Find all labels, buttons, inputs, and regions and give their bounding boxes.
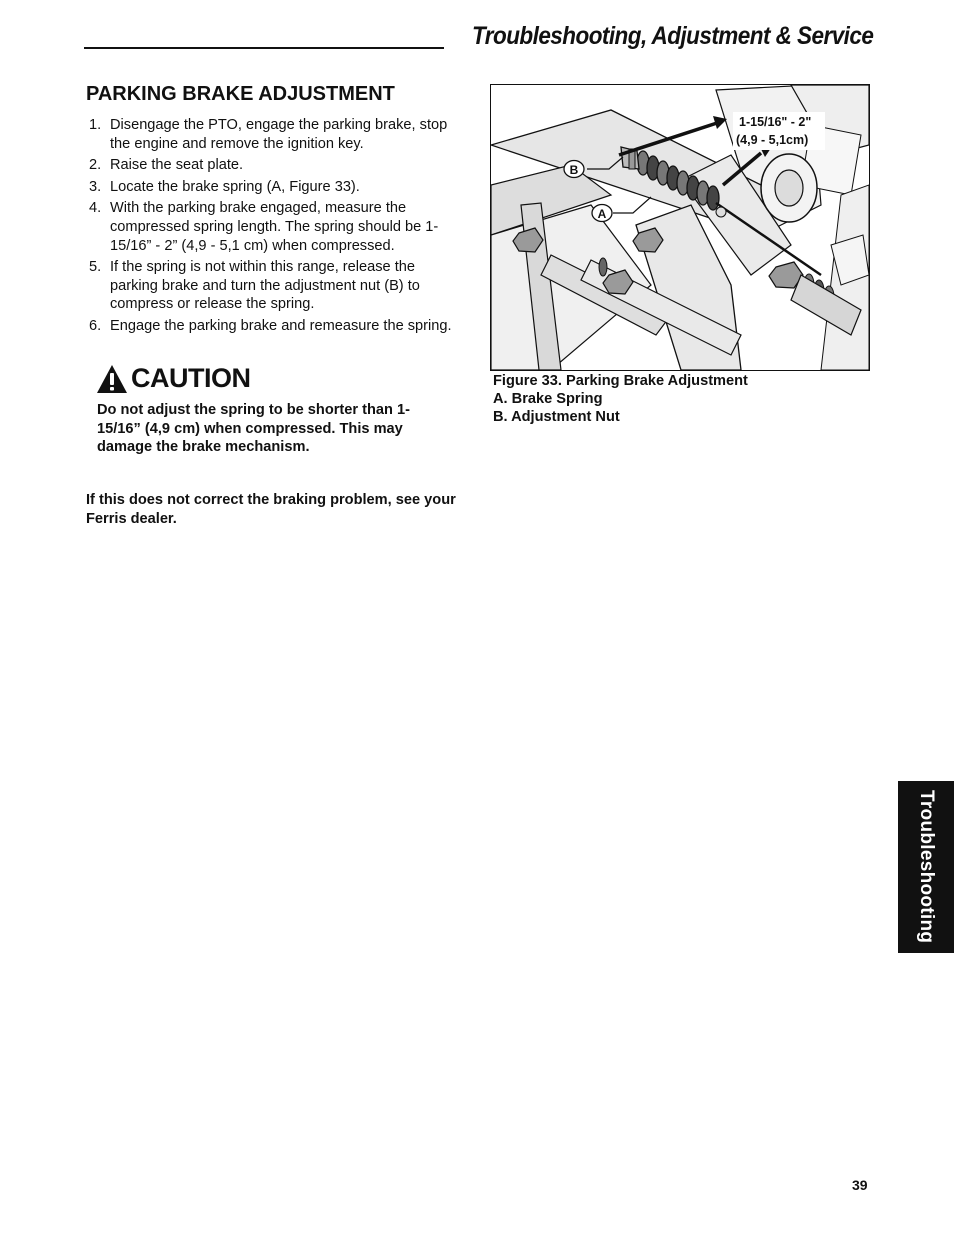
section-title: PARKING BRAKE ADJUSTMENT bbox=[86, 83, 395, 105]
step-text: Disengage the PTO, engage the parking brake, stop the engine and remove the ignition key. bbox=[110, 117, 448, 152]
steps-list bbox=[86, 116, 456, 339]
step-text: Locate the brake spring (A, Figure 33). bbox=[110, 178, 360, 195]
step-number: 6. bbox=[89, 317, 102, 334]
figure-33-illustration bbox=[490, 84, 870, 371]
step-text: If the spring is not within this range, release the parking brake and turn the adjustment nut (B) to compress or release the spring. bbox=[110, 259, 420, 313]
list-item bbox=[86, 178, 456, 197]
step-number: 4. bbox=[89, 200, 102, 217]
step-text: Engage the parking brake and remeasure the spring. bbox=[110, 317, 452, 334]
callout-label-a: A bbox=[597, 207, 607, 221]
caution-text: Do not adjust the spring to be shorter than 1-15/16” (4,9 cm) when compressed. This may damage the brake mechanism. bbox=[97, 402, 410, 456]
list-item bbox=[86, 199, 456, 255]
section-side-tab bbox=[898, 781, 954, 953]
brake-mechanism-drawing bbox=[491, 85, 869, 370]
header-rule bbox=[84, 47, 444, 49]
step-number: 3. bbox=[89, 178, 102, 195]
figure-legend-a: A. Brake Spring bbox=[493, 391, 603, 408]
list-item bbox=[86, 116, 456, 153]
step-text: With the parking brake engaged, measure the compressed spring length. The spring should be 1-15/16” - 2” (4,9 - 5,1 cm) when compressed. bbox=[110, 200, 439, 254]
page-number: 39 bbox=[852, 1177, 868, 1193]
dimension-label-imperial: 1-15/16" - 2" bbox=[739, 115, 812, 129]
side-tab-label: Troubleshooting bbox=[916, 790, 937, 944]
list-item bbox=[86, 258, 456, 314]
step-number: 1. bbox=[89, 117, 102, 133]
figure-title: Figure 33. Parking Brake Adjustment bbox=[493, 373, 748, 389]
step-number: 2. bbox=[89, 157, 102, 174]
callout-label-b: B bbox=[569, 163, 579, 177]
step-number: 5. bbox=[89, 259, 102, 276]
figure-caption bbox=[493, 372, 748, 427]
page-header-title: Troubleshooting, Adjustment & Service bbox=[472, 22, 874, 50]
warning-triangle-icon bbox=[96, 364, 128, 394]
caution-heading bbox=[96, 363, 251, 394]
step-text: Raise the seat plate. bbox=[110, 157, 244, 174]
dimension-label-metric: (4,9 - 5,1cm) bbox=[736, 133, 809, 147]
list-item bbox=[86, 317, 456, 336]
figure-legend-b: B. Adjustment Nut bbox=[493, 409, 620, 426]
list-item bbox=[86, 156, 456, 175]
caution-word: CAUTION bbox=[131, 363, 251, 393]
closing-note: If this does not correct the braking problem, see your Ferris dealer. bbox=[86, 492, 456, 527]
